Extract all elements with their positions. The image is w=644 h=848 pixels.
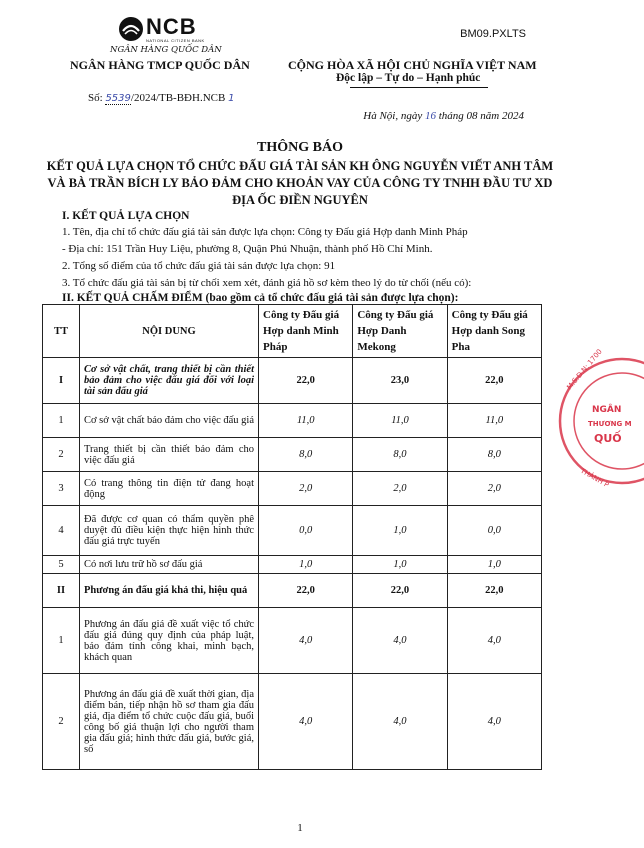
form-code: BM09.PXLTS (460, 28, 526, 40)
row-score-1: 4,0 (259, 674, 353, 770)
doc-no-suffix-handwritten: 1 (228, 93, 235, 104)
page-number: 1 (297, 822, 303, 834)
header-org-3: Công ty Đấu giá Hợp danh Song Pha (447, 305, 541, 358)
document-number (88, 92, 234, 105)
row-score-3: 1,0 (447, 556, 541, 574)
row-score-1: 11,0 (259, 404, 353, 438)
table-row (43, 608, 542, 674)
row-score-3: 11,0 (447, 404, 541, 438)
row-score-1: 22,0 (259, 358, 353, 404)
row-tt: 2 (43, 438, 80, 472)
row-tt: 5 (43, 556, 80, 574)
table-row (43, 574, 542, 608)
row-score-2: 4,0 (353, 608, 447, 674)
row-score-2: 23,0 (353, 358, 447, 404)
row-content: Có nơi lưu trữ hồ sơ đấu giá (80, 556, 259, 574)
national-title: CỘNG HÒA XÃ HỘI CHỦ NGHĨA VIỆT NAM (288, 58, 537, 72)
logo-subtext: NATIONAL CITIZEN BANK (146, 38, 205, 43)
row-score-2: 2,0 (353, 472, 447, 506)
row-score-2: 11,0 (353, 404, 447, 438)
place-date-suffix: tháng 08 năm 2024 (438, 110, 524, 122)
row-score-3: 4,0 (447, 674, 541, 770)
doc-no-body: /2024/TB-BĐH.NCB (130, 92, 226, 104)
row-score-3: 0,0 (447, 506, 541, 556)
row-content: Cơ sở vật chất, trang thiết bị cần thiết bảo đảm cho việc đấu giá đối với loại tài sản đấu giá (80, 358, 259, 404)
row-tt: 3 (43, 472, 80, 506)
section-1-p3: 2. Tổng số điểm của tổ chức đấu giá tài sản được lựa chọn: 91 (62, 260, 336, 272)
place-date (363, 110, 524, 122)
seal-text-3: THƯƠNG M (588, 420, 632, 428)
header-org-2: Công ty Đấu giá Hợp Danh Mekong (353, 305, 447, 358)
national-motto: Độc lập – Tự do – Hạnh phúc (336, 72, 481, 84)
row-content: Phương án đấu giá đề xuất việc tổ chức đấu giá đúng quy định của pháp luật, bảo đảm tính công khai, minh bạch, khách quan (80, 608, 259, 674)
table-row (43, 674, 542, 770)
row-score-1: 4,0 (259, 608, 353, 674)
table-row (43, 472, 542, 506)
header-content: NỘI DUNG (80, 305, 259, 358)
row-content: Đã được cơ quan có thẩm quyền phê duyệt đủ điều kiện thực hiện hình thức đấu giá trực tuyến (80, 506, 259, 556)
bank-name: NGÂN HÀNG TMCP QUỐC DÂN (70, 58, 250, 72)
section-2-heading: II. KẾT QUẢ CHẤM ĐIỂM (bao gồm cả tổ chức đấu giá tài sản được lựa chọn): (62, 292, 459, 304)
row-tt: II (43, 574, 80, 608)
section-1-p2: - Địa chỉ: 151 Trần Huy Liệu, phường 8, Quận Phú Nhuận, thành phố Hồ Chí Minh. (62, 243, 433, 255)
seal-text-2: NGÂN (592, 405, 622, 415)
row-score-1: 2,0 (259, 472, 353, 506)
row-content: Phương án đấu giá đề xuất thời gian, địa điểm bán, tiếp nhận hồ sơ tham gia đấu giá, địa điểm tổ chức cuộc đấu giá, buổi công bố giá thuận lợi cho người tham gia đấu giá; hình thức đấu giá, bước giá, số (80, 674, 259, 770)
table-row (43, 438, 542, 472)
table-row (43, 404, 542, 438)
place-date-prefix: Hà Nội, ngày (363, 110, 423, 122)
row-score-1: 1,0 (259, 556, 353, 574)
row-tt: 2 (43, 674, 80, 770)
row-content: Trang thiết bị cần thiết bảo đảm cho việc đấu giá (80, 438, 259, 472)
row-score-2: 1,0 (353, 506, 447, 556)
row-tt: 1 (43, 404, 80, 438)
header-tt: TT (43, 305, 80, 358)
row-score-2: 1,0 (353, 556, 447, 574)
section-1-p4: 3. Tổ chức đấu giá tài sản bị từ chối xem xét, đánh giá hồ sơ kèm theo lý do từ chối (nếu có): (62, 277, 472, 289)
row-score-1: 8,0 (259, 438, 353, 472)
row-tt: 1 (43, 608, 80, 674)
row-score-2: 4,0 (353, 674, 447, 770)
row-score-2: 22,0 (353, 574, 447, 608)
section-1-p1: 1. Tên, địa chỉ tổ chức đấu giá tài sản được lựa chọn: Công ty Đấu giá Hợp danh Minh Pháp (62, 226, 468, 238)
row-score-3: 22,0 (447, 358, 541, 404)
row-score-3: 8,0 (447, 438, 541, 472)
logo-text: NCB (146, 14, 197, 39)
row-tt: I (43, 358, 80, 404)
seal-text-5: THÀNH P (579, 466, 611, 490)
row-score-3: 4,0 (447, 608, 541, 674)
score-table (42, 304, 542, 770)
row-score-3: 22,0 (447, 574, 541, 608)
table-header-row (43, 305, 542, 358)
bank-logo (104, 14, 234, 54)
place-date-day: 16 (425, 110, 436, 122)
doc-no-handwritten: 5539 (105, 93, 131, 104)
row-content: Cơ sở vật chất bảo đảm cho việc đấu giá (80, 404, 259, 438)
document-subtitle: KẾT QUẢ LỰA CHỌN TỔ CHỨC ĐẤU GIÁ TÀI SẢN KH ÔNG NGUYỄN VIẾT ANH TÂM VÀ BÀ TRẦN BÍCH LY BẢO ĐẢM CHO KHOẢN VAY CỦA CÔNG TY TNHH ĐẦU TƯ XD ĐỊA ỐC ĐIỀN NGUYÊN (46, 159, 554, 207)
logo-name: NGÂN HÀNG QUỐC DÂN (110, 45, 222, 55)
row-score-3: 2,0 (447, 472, 541, 506)
row-score-1: 0,0 (259, 506, 353, 556)
row-content: Có trang thông tin điện tử đang hoạt động (80, 472, 259, 506)
header-org-1: Công ty Đấu giá Hợp danh Minh Pháp (259, 305, 353, 358)
table-row (43, 556, 542, 574)
seal-text-4: QUỐ (594, 432, 622, 445)
row-score-1: 22,0 (259, 574, 353, 608)
ncb-logo-icon (118, 16, 144, 42)
doc-no-prefix: Số: (88, 92, 103, 104)
row-tt: 4 (43, 506, 80, 556)
seal-text-1: M.S.D.N: 1700 (565, 347, 604, 392)
table-row (43, 358, 542, 404)
table-row (43, 506, 542, 556)
row-content: Phương án đấu giá khả thi, hiệu quả (80, 574, 259, 608)
row-score-2: 8,0 (353, 438, 447, 472)
motto-underline (350, 87, 488, 88)
section-1-heading: I. KẾT QUẢ LỰA CHỌN (62, 210, 190, 222)
company-seal-stamp (552, 347, 644, 492)
document-title: THÔNG BÁO (257, 140, 343, 155)
